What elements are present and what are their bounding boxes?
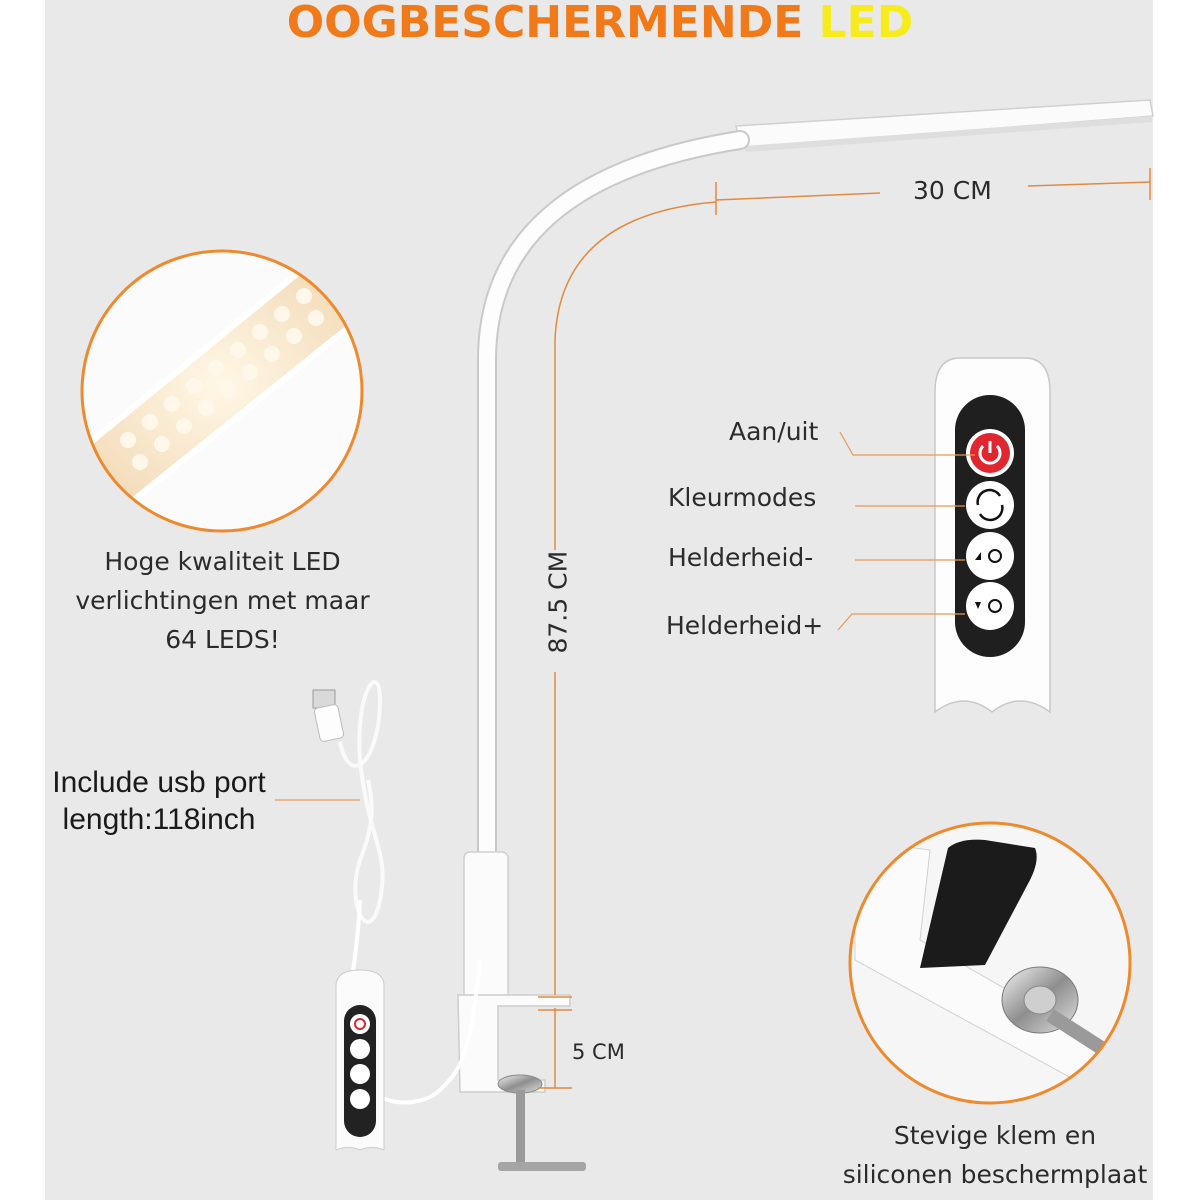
clamp-closeup [850, 823, 1130, 1110]
led-caption-line-2: verlichtingen met maar [75, 586, 370, 615]
clamp-caption-line-1: Stevige klem en [893, 1121, 1097, 1150]
brightness-up-icon [966, 582, 1014, 630]
led-caption-line-3: 64 LEDS! [165, 625, 280, 654]
led-caption [60, 542, 385, 659]
clamp-caption [835, 1116, 1155, 1194]
clamp-caption-line-2: siliconen beschermplaat [842, 1160, 1148, 1189]
inline-remote [336, 970, 384, 1150]
width-dimension-label: 30 CM [913, 176, 992, 205]
color-modes-label: Kleurmodes [668, 483, 817, 512]
desk-clamp [458, 995, 586, 1171]
power-label: Aan/uit [729, 417, 819, 446]
power-icon [966, 429, 1014, 477]
usb-caption-line-1: Include usb port [52, 766, 266, 799]
lamp-head [736, 100, 1153, 152]
title-part-1: OOGBESCHERMENDE [286, 0, 804, 48]
usb-plug-icon [313, 690, 344, 742]
height-dimension-label: 87.5 CM [543, 550, 573, 654]
color-mode-icon [966, 481, 1014, 529]
usb-caption [40, 764, 278, 838]
brightness-down-icon [966, 532, 1014, 580]
lamp-sleeve [464, 852, 508, 1002]
clamp-dimension-label: 5 CM [572, 1040, 625, 1064]
page-title [0, 0, 1200, 46]
brightness-up-label: Helderheid+ [666, 611, 824, 640]
brightness-down-label: Helderheid- [668, 543, 814, 572]
usb-caption-line-2: length:118inch [62, 803, 256, 836]
remote-control [935, 358, 1050, 712]
led-closeup [60, 250, 380, 540]
led-caption-line-1: Hoge kwaliteit LED [104, 547, 341, 576]
title-part-2: LED [818, 0, 914, 48]
